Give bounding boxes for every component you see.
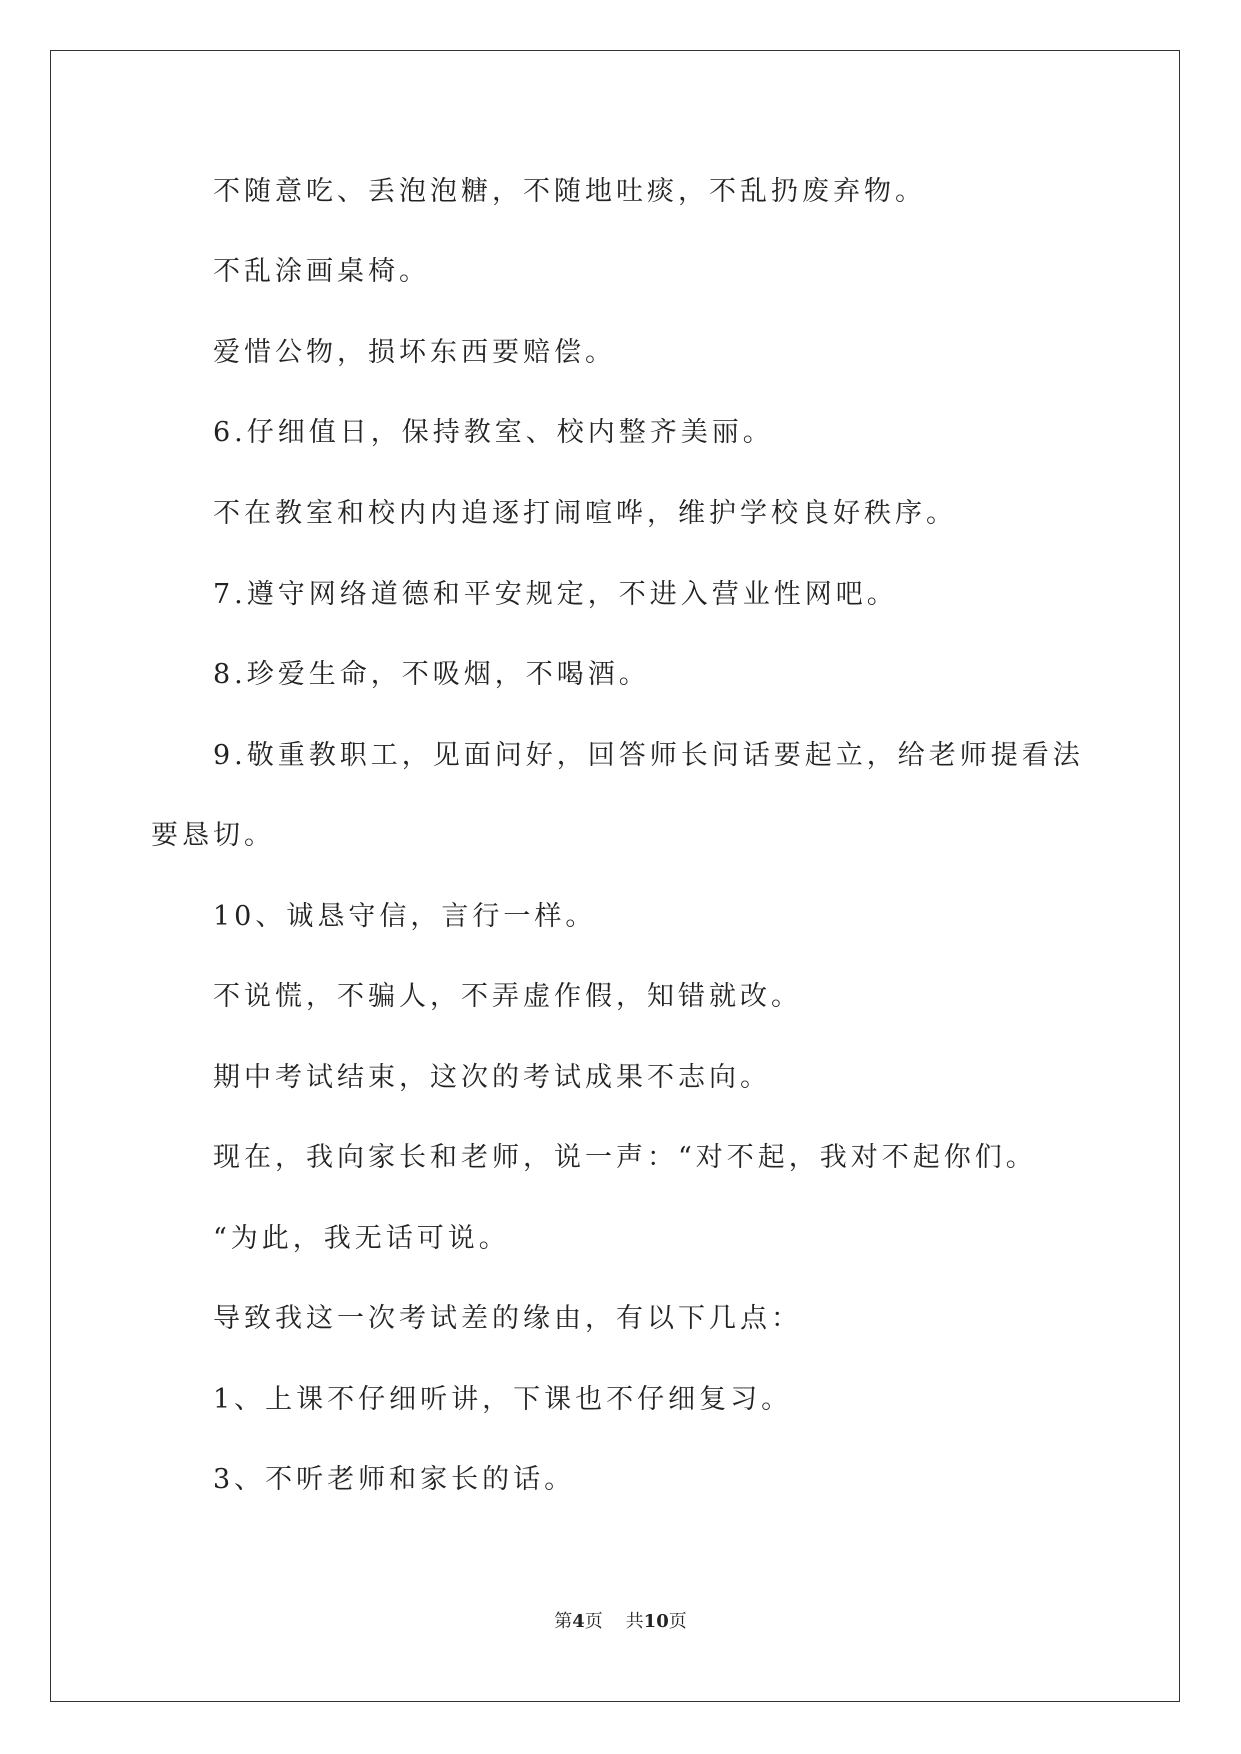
paragraph-1: 不随意吃、丢泡泡糖，不随地吐痰，不乱扔废弃物。 bbox=[213, 176, 926, 207]
paragraph-10: 不说慌，不骗人，不弄虚作假，知错就改。 bbox=[213, 981, 802, 1012]
page-border bbox=[50, 50, 1180, 1702]
paragraph-12: 现在，我向家长和老师，说一声：“对不起，我对不起你们。 bbox=[213, 1142, 1037, 1173]
paragraph-2: 不乱涂画桌椅。 bbox=[213, 256, 430, 287]
footer-total-pages: 10 bbox=[643, 1611, 669, 1632]
footer-page-number: 4 bbox=[572, 1611, 585, 1632]
paragraph-13: “为此，我无话可说。 bbox=[213, 1223, 510, 1254]
paragraph-4: 6.仔细值日，保持教室、校内整齐美丽。 bbox=[213, 417, 774, 448]
footer-total-prefix: 共 bbox=[625, 1611, 644, 1632]
paragraph-7: 8.珍爱生命，不吸烟，不喝酒。 bbox=[213, 659, 650, 690]
footer-page-suffix: 页 bbox=[584, 1611, 603, 1632]
paragraph-8: 9.敬重教职工，见面问好，回答师长问话要起立，给老师提看法 bbox=[213, 740, 1084, 771]
paragraph-6: 7.遵守网络道德和平安规定，不进入营业性网吧。 bbox=[213, 579, 898, 610]
page-footer bbox=[0, 1610, 1241, 1634]
footer-total-suffix: 页 bbox=[668, 1611, 687, 1632]
paragraph-14: 导致我这一次考试差的缘由，有以下几点： bbox=[213, 1303, 802, 1334]
paragraph-16: 3、不听老师和家长的话。 bbox=[213, 1464, 576, 1495]
paragraph-3: 爱惜公物，损坏东西要赔偿。 bbox=[213, 337, 616, 368]
footer-page-prefix: 第 bbox=[554, 1611, 573, 1632]
paragraph-15: 1、上课不仔细听讲，下课也不仔细复习。 bbox=[213, 1384, 793, 1415]
paragraph-8-continuation: 要恳切。 bbox=[151, 820, 275, 851]
paragraph-5: 不在教室和校内内追逐打闹喧哗，维护学校良好秩序。 bbox=[213, 498, 957, 529]
paragraph-9: 10、诚恳守信，言行一样。 bbox=[213, 901, 597, 932]
paragraph-11: 期中考试结束，这次的考试成果不志向。 bbox=[213, 1062, 771, 1093]
